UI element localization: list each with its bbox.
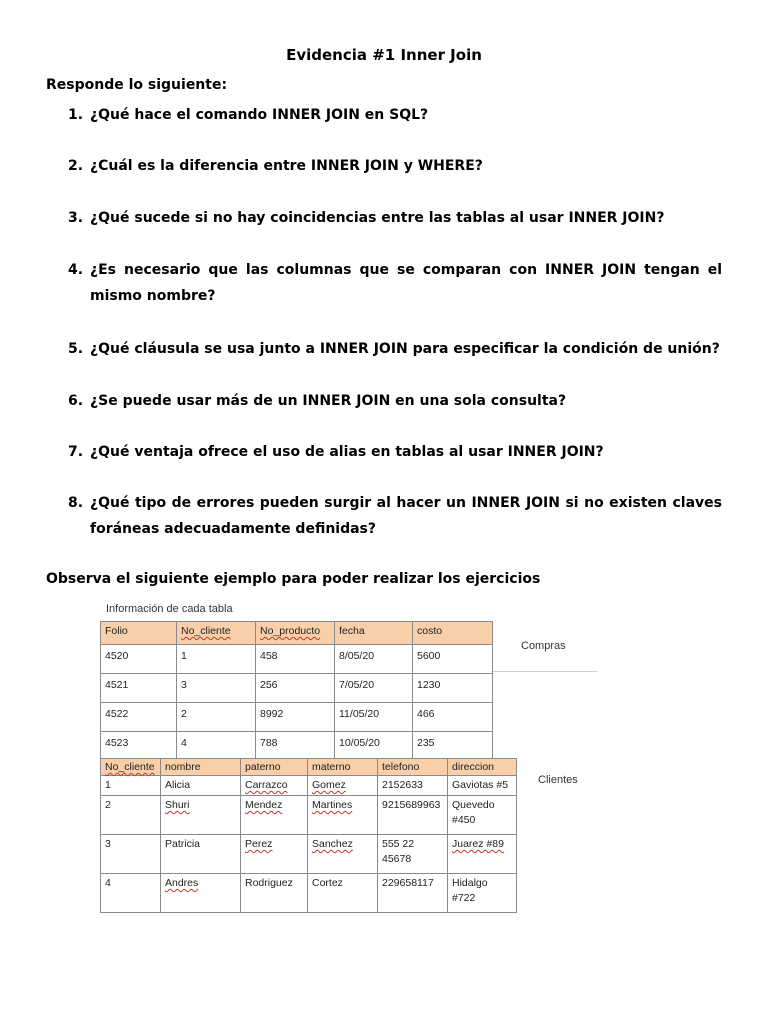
table-cell: 256 xyxy=(256,674,335,703)
question-text: ¿Qué tipo de errores pueden surgir al hacer un INNER JOIN si no existen claves foráneas adecuadamente definidas? xyxy=(90,495,722,537)
column-header xyxy=(177,622,256,645)
compras-table xyxy=(100,621,493,761)
column-header: direccion xyxy=(448,759,517,776)
column-header: materno xyxy=(308,759,378,776)
table-row xyxy=(101,732,493,761)
question-number: 8. xyxy=(68,495,84,511)
table-row xyxy=(101,874,517,913)
table-cell: 10/05/20 xyxy=(335,732,413,761)
table-header-row xyxy=(101,759,517,776)
table-cell xyxy=(308,835,378,874)
cell-text: Juarez #89 xyxy=(452,838,504,850)
table-cell: 1230 xyxy=(413,674,493,703)
table-cell: 229658117 xyxy=(378,874,448,913)
table-cell: Hidalgo #722 xyxy=(448,874,517,913)
cell-text: Shuri xyxy=(165,799,190,811)
table-header-row xyxy=(101,622,493,645)
table-cell: 9215689963 xyxy=(378,796,448,835)
table-cell xyxy=(161,796,241,835)
table-cell: 466 xyxy=(413,703,493,732)
question-text: ¿Cuál es la diferencia entre INNER JOIN y WHERE? xyxy=(90,158,483,174)
table-cell: Rodriguez xyxy=(241,874,308,913)
table-row xyxy=(101,796,517,835)
cell-text: Carrazco xyxy=(245,779,288,791)
table-cell xyxy=(308,776,378,796)
question-7 xyxy=(68,439,722,465)
table-cell: 3 xyxy=(101,835,161,874)
column-header: costo xyxy=(413,622,493,645)
cell-text: Sanchez xyxy=(312,838,353,850)
document-title: Evidencia #1 Inner Join xyxy=(286,46,482,64)
clientes-label: Clientes xyxy=(538,774,578,786)
question-number: 5. xyxy=(68,341,84,357)
question-text: ¿Qué cláusula se usa junto a INNER JOIN para especificar la condición de unión? xyxy=(90,341,720,357)
header-text: No_cliente xyxy=(105,761,155,773)
instructions-heading: Responde lo siguiente: xyxy=(46,77,228,93)
table-cell: 1 xyxy=(177,645,256,674)
table-cell: 7/05/20 xyxy=(335,674,413,703)
question-4 xyxy=(68,257,722,309)
table-cell: 2 xyxy=(177,703,256,732)
column-header: telefono xyxy=(378,759,448,776)
cell-text: Andres xyxy=(165,877,199,889)
table-cell: 3 xyxy=(177,674,256,703)
question-2 xyxy=(68,153,722,179)
table-cell: Gaviotas #5 xyxy=(448,776,517,796)
table-cell: 4521 xyxy=(101,674,177,703)
table-cell: 1 xyxy=(101,776,161,796)
question-text: ¿Se puede usar más de un INNER JOIN en una sola consulta? xyxy=(90,393,567,409)
question-number: 1. xyxy=(68,107,84,123)
table-cell: 4523 xyxy=(101,732,177,761)
table-cell xyxy=(448,835,517,874)
question-5 xyxy=(68,336,722,362)
cell-text: Mendez xyxy=(245,799,283,811)
table-cell: 788 xyxy=(256,732,335,761)
table-row xyxy=(101,703,493,732)
table-cell xyxy=(161,874,241,913)
column-header: Folio xyxy=(101,622,177,645)
question-number: 3. xyxy=(68,210,84,226)
question-number: 7. xyxy=(68,444,84,460)
question-8 xyxy=(68,490,722,542)
table-caption: Información de cada tabla xyxy=(106,603,233,615)
table-cell: 555 22 45678 xyxy=(378,835,448,874)
table-cell: 4 xyxy=(177,732,256,761)
question-number: 4. xyxy=(68,262,84,278)
table-cell: 2152633 xyxy=(378,776,448,796)
compras-label: Compras xyxy=(521,640,566,652)
table-cell: 4522 xyxy=(101,703,177,732)
clientes-table xyxy=(100,758,517,913)
table-cell: 4520 xyxy=(101,645,177,674)
column-header: nombre xyxy=(161,759,241,776)
example-heading: Observa el siguiente ejemplo para poder realizar los ejercicios xyxy=(46,571,541,587)
table-cell: 4 xyxy=(101,874,161,913)
column-header xyxy=(101,759,161,776)
table-cell: 11/05/20 xyxy=(335,703,413,732)
question-text: ¿Qué hace el comando INNER JOIN en SQL? xyxy=(90,107,429,123)
table-cell: Patricia xyxy=(161,835,241,874)
cell-text: Perez xyxy=(245,838,273,850)
question-number: 6. xyxy=(68,393,84,409)
question-number: 2. xyxy=(68,158,84,174)
column-header: paterno xyxy=(241,759,308,776)
table-cell: 5600 xyxy=(413,645,493,674)
question-3 xyxy=(68,205,722,231)
question-1 xyxy=(68,102,722,128)
table-cell xyxy=(308,796,378,835)
column-header: fecha xyxy=(335,622,413,645)
cell-text: Martines xyxy=(312,799,353,811)
table-cell xyxy=(241,835,308,874)
table-cell: 8992 xyxy=(256,703,335,732)
question-text: ¿Es necesario que las columnas que se comparan con INNER JOIN tengan el mismo nombre? xyxy=(90,262,722,304)
header-text: No_producto xyxy=(260,625,321,637)
table-cell: 458 xyxy=(256,645,335,674)
table-cell: 8/05/20 xyxy=(335,645,413,674)
table-row xyxy=(101,835,517,874)
table-cell: 235 xyxy=(413,732,493,761)
column-header xyxy=(256,622,335,645)
table-cell: 2 xyxy=(101,796,161,835)
header-text: No_cliente xyxy=(181,625,231,637)
table-row xyxy=(101,645,493,674)
table-row xyxy=(101,674,493,703)
cell-text: Gomez xyxy=(312,779,346,791)
question-text: ¿Qué sucede si no hay coincidencias entre las tablas al usar INNER JOIN? xyxy=(90,210,665,226)
question-text: ¿Qué ventaja ofrece el uso de alias en tablas al usar INNER JOIN? xyxy=(90,444,604,460)
divider-line xyxy=(493,671,597,672)
table-cell: Quevedo #450 xyxy=(448,796,517,835)
table-cell: Alicia xyxy=(161,776,241,796)
question-6 xyxy=(68,388,722,414)
table-cell xyxy=(241,776,308,796)
table-row xyxy=(101,776,517,796)
table-cell xyxy=(241,796,308,835)
table-cell: Cortez xyxy=(308,874,378,913)
